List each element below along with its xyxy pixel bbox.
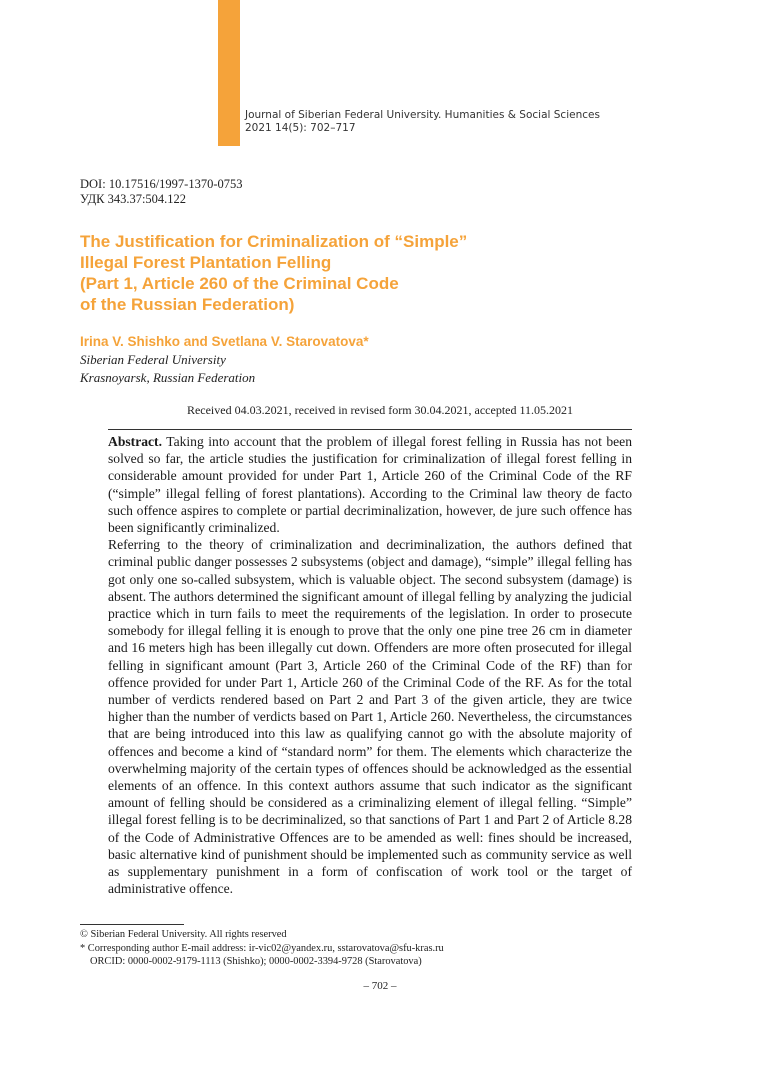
journal-name: Journal of Siberian Federal University. Humanities & Social Sciences bbox=[245, 109, 600, 121]
corresponding-author-note: * Corresponding author E-mail address: ir-vic02@yandex.ru, sstarovatova@sfu-kras.ru bbox=[80, 942, 444, 954]
abstract-divider bbox=[108, 429, 632, 430]
footnote-divider bbox=[80, 924, 184, 925]
orcid-note: ORCID: 0000-0002-9179-1113 (Shishko); 0000-0002-3394-9728 (Starovatova) bbox=[90, 956, 422, 967]
abstract-text-1: Taking into account that the problem of illegal forest felling in Russia has not been solved so far, the article studies the justification for criminalization of illegal forest felling in considerable amount provided for under Part 1, Article 260 of the Criminal Code of the RF (“simple” illegal felling of forest plantations). According to the Criminal law theory de facto such offence aspires to complete or partial decriminalization, however, de jure such offence has been significantly criminalized. bbox=[108, 434, 632, 536]
copyright-note: © Siberian Federal University. All rights reserved bbox=[80, 929, 287, 940]
title-line: The Justification for Criminalization of “Simple” bbox=[80, 232, 468, 251]
footnotes bbox=[80, 928, 444, 969]
journal-accent-bar bbox=[218, 0, 240, 146]
received-dates: Received 04.03.2021, received in revised form 30.04.2021, accepted 11.05.2021 bbox=[186, 403, 574, 417]
abstract-paragraph-2: Referring to the theory of criminalization and decriminalization, the authors defined that criminal public danger possesses 2 subsystems (object and damage), “simple” illegal felling has got only one so-called subsystem, which is valuable object. The second subsystem (damage) is absent. The authors determined the significant amount of illegal felling by analyzing the judicial practice which in turn fails to meet the requirements of the legislation. In order to prosecute somebody for illegal felling it is enough to prove that the only one pine tree 26 cm in diameter and 16 meters high has been illegally cut down. Offenders are more often prosecuted for illegal felling in significant amount (Part 3, Article 260 of the Criminal Code of the RF) than for offence provided for under Part 1, Article 260 of the Criminal Code of the RF. As for the total number of verdicts rendered based on Part 2 and Part 3 of the given article, they are twice higher than the number of verdicts based on Part 1, Article 260. Nevertheless, the circumstances that are being introduced into this law as qualifying cannot go with the absolute majority of offences and become a kind of “standard norm” for them. The elements which characterize the overwhelming majority of the certain types of offences should be acknowledged as the essential elements of an offence. In this context authors assume that such indicator as the significant amount of felling should be considered as a criminalizing element of illegal felling. “Simple” illegal forest felling is to be decriminalized, so that sanctions of Part 1 and Part 2 of Article 8.28 of the Code of Administrative Offences are to be amended as well: fines should be increased, basic alternative kind of punishment should be implemented such as community service as well as supplementary punishment in a form of confiscation of work tool or the target of administrative offence. bbox=[108, 537, 632, 897]
authors: Irina V. Shishko and Svetlana V. Starovatova* bbox=[80, 334, 369, 349]
title-line: of the Russian Federation) bbox=[80, 295, 295, 314]
journal-issue: 2021 14(5): 702–717 bbox=[245, 122, 356, 134]
journal-header bbox=[245, 109, 600, 135]
affiliation-city: Krasnoyarsk, Russian Federation bbox=[80, 370, 256, 385]
affiliation bbox=[80, 351, 255, 387]
abstract bbox=[108, 433, 632, 897]
doi[interactable]: DOI: 10.17516/1997-1370-0753 bbox=[80, 177, 243, 191]
article-title bbox=[80, 231, 560, 315]
udk: УДК 343.37:504.122 bbox=[80, 192, 187, 206]
title-line: Illegal Forest Plantation Felling bbox=[80, 253, 332, 272]
abstract-label: Abstract. bbox=[108, 434, 162, 449]
identifiers bbox=[80, 177, 243, 207]
title-line: (Part 1, Article 260 of the Criminal Code bbox=[80, 274, 399, 293]
page-number: – 702 – bbox=[363, 980, 397, 992]
abstract-paragraph-1 bbox=[108, 433, 632, 536]
affiliation-university: Siberian Federal University bbox=[80, 352, 226, 367]
